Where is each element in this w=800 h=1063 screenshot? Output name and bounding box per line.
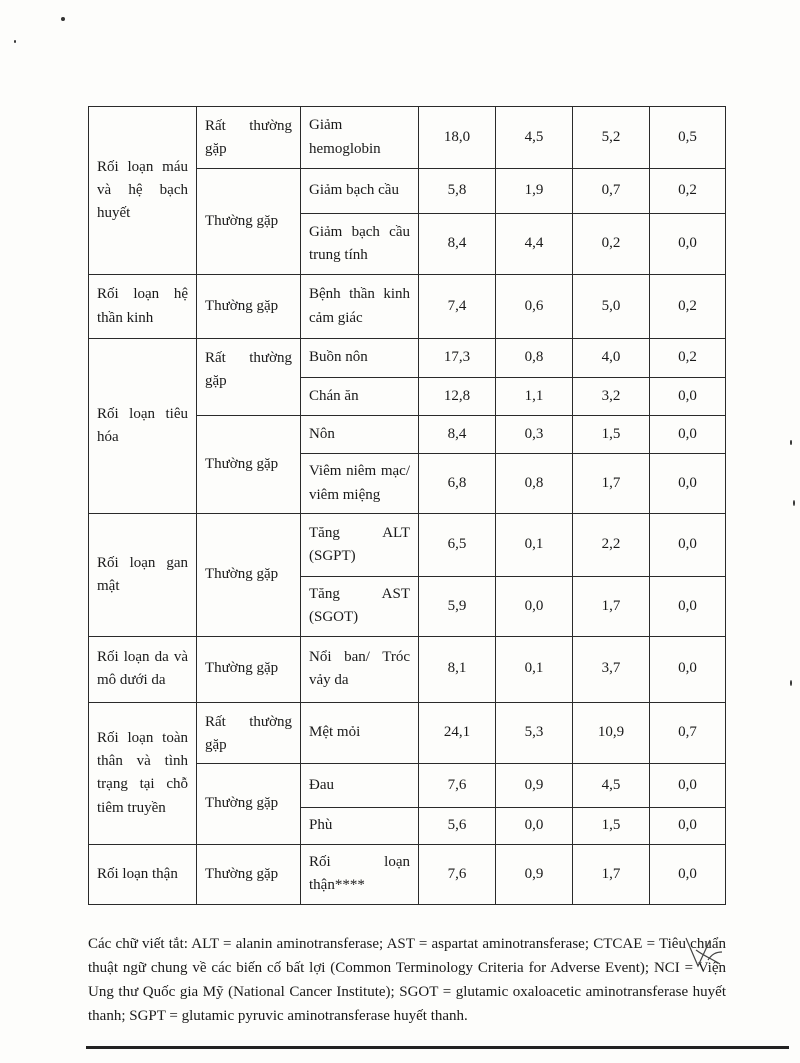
adverse-event-cell: Nổi ban/ Tróc vảy da <box>301 636 419 702</box>
adverse-event-cell: Đau <box>301 764 419 808</box>
adverse-event-cell: Giảm bạch cầu <box>301 169 419 214</box>
percentage-cell: 5,9 <box>419 577 496 637</box>
percentage-cell: 4,0 <box>573 339 650 378</box>
percentage-cell: 5,0 <box>573 275 650 339</box>
percentage-cell: 8,4 <box>419 214 496 275</box>
adverse-event-cell: Phù <box>301 808 419 845</box>
scan-speck <box>793 500 795 506</box>
percentage-cell: 0,2 <box>573 214 650 275</box>
percentage-cell: 0,0 <box>650 577 726 637</box>
handwritten-initial-mark <box>680 930 726 974</box>
scan-speck <box>61 17 65 21</box>
adverse-event-cell: Viêm niêm mạc/ viêm miệng <box>301 454 419 514</box>
organ-class-cell: Rối loạn máu và hệ bạch huyết <box>89 107 197 275</box>
percentage-cell: 4,5 <box>573 764 650 808</box>
percentage-cell: 10,9 <box>573 702 650 764</box>
organ-class-cell: Rối loạn gan mật <box>89 514 197 637</box>
organ-class-cell: Rối loạn da và mô dưới da <box>89 636 197 702</box>
percentage-cell: 0,7 <box>650 702 726 764</box>
percentage-cell: 0,0 <box>650 378 726 416</box>
percentage-cell: 0,8 <box>496 339 573 378</box>
frequency-cell: Thường gặp <box>197 845 301 905</box>
adverse-event-cell: Bệnh thần kinh cảm giác <box>301 275 419 339</box>
frequency-cell: Rất thường gặp <box>197 339 301 416</box>
percentage-cell: 1,9 <box>496 169 573 214</box>
table-row <box>89 514 726 577</box>
adverse-event-cell: Giảm hemoglobin <box>301 107 419 169</box>
percentage-cell: 0,7 <box>573 169 650 214</box>
frequency-cell: Thường gặp <box>197 416 301 514</box>
frequency-cell: Thường gặp <box>197 514 301 637</box>
percentage-cell: 0,1 <box>496 636 573 702</box>
percentage-cell: 0,0 <box>496 808 573 845</box>
frequency-cell: Thường gặp <box>197 275 301 339</box>
percentage-cell: 0,0 <box>650 636 726 702</box>
percentage-cell: 0,8 <box>496 454 573 514</box>
percentage-cell: 0,0 <box>650 764 726 808</box>
adverse-event-cell: Nôn <box>301 416 419 454</box>
percentage-cell: 3,2 <box>573 378 650 416</box>
percentage-cell: 0,9 <box>496 764 573 808</box>
percentage-cell: 0,0 <box>650 845 726 905</box>
percentage-cell: 0,9 <box>496 845 573 905</box>
adverse-event-cell: Tăng ALT (SGPT) <box>301 514 419 577</box>
table-row <box>89 702 726 764</box>
percentage-cell: 4,5 <box>496 107 573 169</box>
frequency-cell: Rất thường gặp <box>197 702 301 764</box>
percentage-cell: 5,3 <box>496 702 573 764</box>
adverse-event-cell: Rối loạn thận**** <box>301 845 419 905</box>
percentage-cell: 0,0 <box>650 214 726 275</box>
percentage-cell: 0,0 <box>650 416 726 454</box>
scan-speck <box>790 680 792 686</box>
adverse-event-cell: Chán ăn <box>301 378 419 416</box>
percentage-cell: 3,7 <box>573 636 650 702</box>
adverse-event-cell: Giảm bạch cầu trung tính <box>301 214 419 275</box>
percentage-cell: 2,2 <box>573 514 650 577</box>
percentage-cell: 1,7 <box>573 845 650 905</box>
percentage-cell: 1,5 <box>573 808 650 845</box>
percentage-cell: 1,5 <box>573 416 650 454</box>
percentage-cell: 6,8 <box>419 454 496 514</box>
percentage-cell: 4,4 <box>496 214 573 275</box>
percentage-cell: 0,0 <box>650 454 726 514</box>
percentage-cell: 0,1 <box>496 514 573 577</box>
percentage-cell: 7,6 <box>419 764 496 808</box>
organ-class-cell: Rối loạn thận <box>89 845 197 905</box>
percentage-cell: 0,2 <box>650 339 726 378</box>
percentage-cell: 0,0 <box>650 514 726 577</box>
percentage-cell: 8,4 <box>419 416 496 454</box>
percentage-cell: 7,6 <box>419 845 496 905</box>
organ-class-cell: Rối loạn hệ thần kinh <box>89 275 197 339</box>
scan-speck <box>14 40 16 43</box>
percentage-cell: 18,0 <box>419 107 496 169</box>
table-row <box>89 275 726 339</box>
adverse-events-table <box>88 106 726 905</box>
percentage-cell: 8,1 <box>419 636 496 702</box>
percentage-cell: 12,8 <box>419 378 496 416</box>
table-row <box>89 339 726 378</box>
percentage-cell: 0,0 <box>496 577 573 637</box>
percentage-cell: 7,4 <box>419 275 496 339</box>
adverse-event-cell: Tăng AST (SGOT) <box>301 577 419 637</box>
percentage-cell: 1,7 <box>573 454 650 514</box>
scan-speck <box>790 440 792 445</box>
table-row <box>89 845 726 905</box>
percentage-cell: 1,7 <box>573 577 650 637</box>
percentage-cell: 0,5 <box>650 107 726 169</box>
percentage-cell: 0,0 <box>650 808 726 845</box>
table-row <box>89 107 726 169</box>
table-row <box>89 636 726 702</box>
percentage-cell: 0,6 <box>496 275 573 339</box>
frequency-cell: Thường gặp <box>197 636 301 702</box>
percentage-cell: 5,6 <box>419 808 496 845</box>
percentage-cell: 0,2 <box>650 169 726 214</box>
frequency-cell: Rất thường gặp <box>197 107 301 169</box>
percentage-cell: 17,3 <box>419 339 496 378</box>
adverse-event-cell: Mệt mỏi <box>301 702 419 764</box>
organ-class-cell: Rối loạn toàn thân và tình trạng tại chỗ tiêm truyền <box>89 702 197 845</box>
percentage-cell: 5,8 <box>419 169 496 214</box>
percentage-cell: 1,1 <box>496 378 573 416</box>
percentage-cell: 0,2 <box>650 275 726 339</box>
percentage-cell: 0,3 <box>496 416 573 454</box>
frequency-cell: Thường gặp <box>197 764 301 845</box>
frequency-cell: Thường gặp <box>197 169 301 275</box>
bottom-rule <box>86 1046 789 1049</box>
organ-class-cell: Rối loạn tiêu hóa <box>89 339 197 514</box>
adverse-event-cell: Buồn nôn <box>301 339 419 378</box>
percentage-cell: 24,1 <box>419 702 496 764</box>
percentage-cell: 5,2 <box>573 107 650 169</box>
percentage-cell: 6,5 <box>419 514 496 577</box>
abbreviations-footnote: Các chữ viết tắt: ALT = alanin aminotransferase; AST = aspartat aminotransferase; CTCAE = Tiêu chuẩn thuật ngữ chung về các biến cố bất lợi (Common Terminology Criteria for Adverse Event); NCI = Viện Ung thư Quốc gia Mỹ (National Cancer Institute); SGOT = glutamic oxaloacetic aminotransferase huyết thanh; SGPT = glutamic pyruvic aminotransferase huyết thanh. <box>88 936 726 1024</box>
